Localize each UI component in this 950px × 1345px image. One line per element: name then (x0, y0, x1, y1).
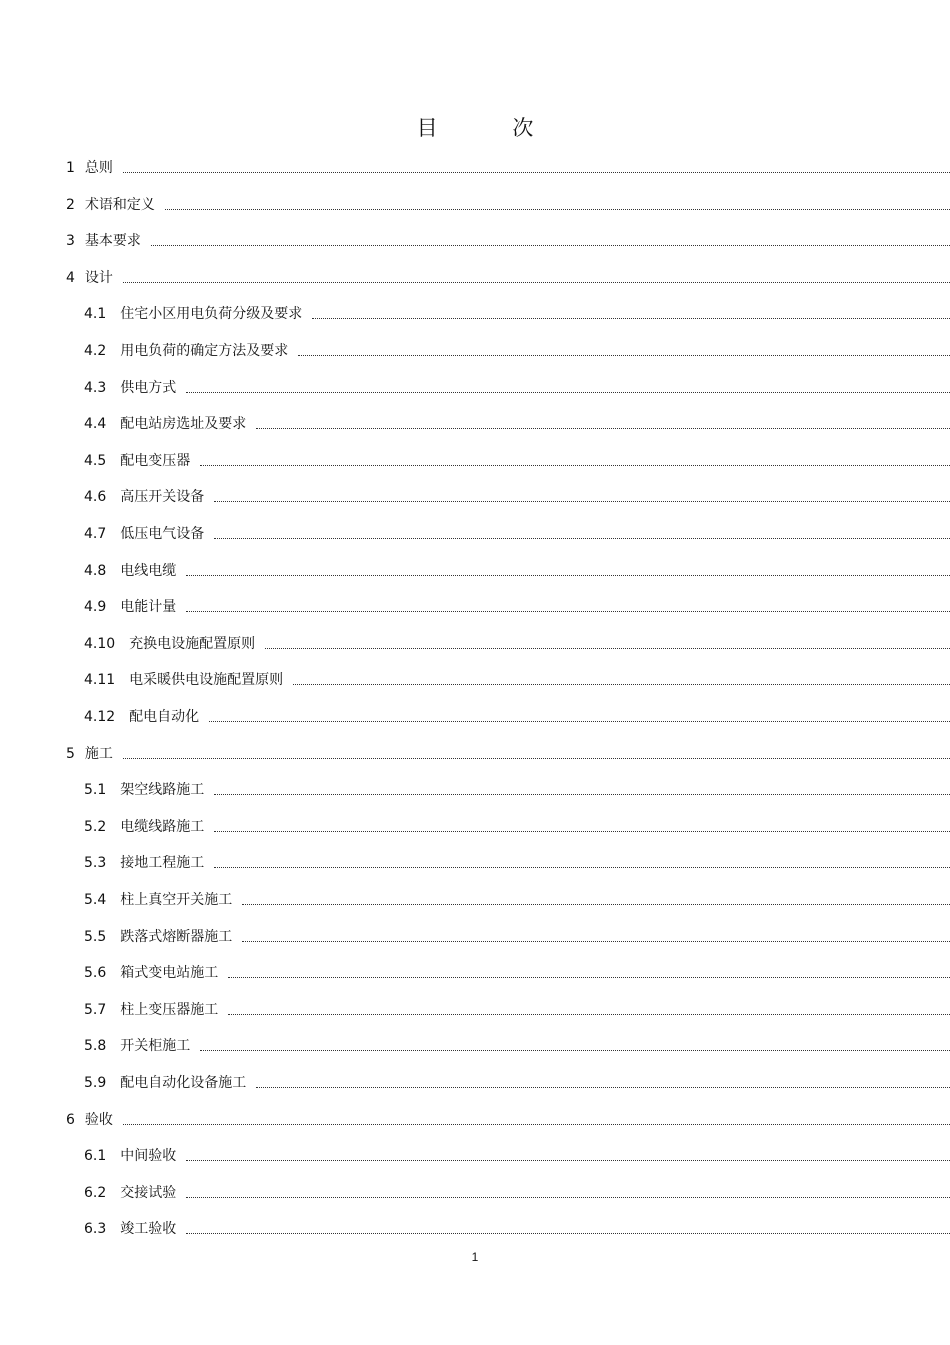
toc-entry-label: 电能计量 (120, 599, 177, 616)
toc-dot-leader (312, 307, 950, 321)
toc-dot-leader (256, 1076, 950, 1090)
toc-entry-number: 4 (66, 269, 75, 286)
toc-entry-number: 6.3 (84, 1221, 107, 1238)
toc-entry-number: 4.11 (84, 672, 116, 689)
toc-entry-label: 配电变压器 (120, 452, 191, 469)
toc-dot-leader (123, 161, 950, 175)
toc-entry-label: 基本要求 (84, 233, 141, 250)
toc-entry[interactable] (0, 851, 950, 875)
toc-entry-label: 用电负荷的确定方法及要求 (120, 343, 289, 359)
toc-entry-number: 5.1 (84, 782, 107, 799)
toc-entry[interactable] (0, 998, 950, 1022)
toc-entry-number: 5.7 (84, 1001, 107, 1018)
toc-entry-number: 6 (66, 1111, 75, 1128)
toc-dot-leader (165, 198, 950, 212)
toc-entry-number: 6.1 (84, 1148, 107, 1165)
toc-entry-label: 施工 (84, 745, 113, 762)
toc-entry-label: 开关柜施工 (120, 1038, 191, 1055)
toc-dot-leader (214, 856, 950, 870)
toc-entry[interactable] (0, 229, 950, 253)
toc-entry-label: 高压开关设备 (120, 489, 205, 506)
toc-entry[interactable] (0, 1217, 950, 1241)
toc-entry[interactable] (0, 815, 950, 839)
toc-entry[interactable] (0, 1071, 950, 1095)
toc-dot-leader (298, 344, 950, 358)
toc-entry-label: 架空线路施工 (120, 782, 205, 799)
toc-entry-label: 柱上变压器施工 (120, 1001, 219, 1018)
toc-entry[interactable] (0, 1034, 950, 1058)
toc-entry-number: 1 (66, 160, 75, 176)
toc-dot-leader (214, 490, 950, 504)
toc-entry-number: 2 (66, 196, 75, 213)
toc-entry[interactable] (0, 559, 950, 583)
toc-entry-number: 5 (66, 745, 75, 762)
toc-entry[interactable] (0, 1144, 950, 1168)
toc-entry-number: 4.5 (84, 452, 107, 469)
toc-entry[interactable] (0, 668, 950, 692)
toc-entry[interactable] (0, 595, 950, 619)
toc-entry[interactable] (0, 302, 950, 326)
toc-entry[interactable] (0, 522, 950, 546)
toc-entry-number: 6.2 (84, 1184, 107, 1201)
toc-entry[interactable] (0, 888, 950, 912)
toc-entry-label: 竣工验收 (120, 1221, 177, 1238)
toc-entry[interactable] (0, 632, 950, 656)
toc-entry-number: 4.8 (84, 562, 107, 579)
toc-entry-number: 5.9 (84, 1075, 107, 1091)
toc-entry-label: 柱上真空开关施工 (120, 892, 233, 908)
toc-dot-leader (186, 564, 950, 578)
toc-entry[interactable] (0, 925, 950, 949)
toc-entry-label: 跌落式熔断器施工 (120, 928, 233, 945)
toc-dot-leader (242, 930, 950, 944)
toc-entry[interactable] (0, 1181, 950, 1205)
toc-entry-number: 5.3 (84, 855, 107, 872)
toc-dot-leader (265, 637, 950, 651)
toc-dot-leader (214, 783, 950, 797)
toc-entry[interactable] (0, 742, 950, 766)
toc-entry-label: 术语和定义 (84, 196, 155, 213)
toc-dot-leader (200, 454, 950, 468)
toc-entry-label: 供电方式 (120, 379, 177, 396)
toc-dot-leader (186, 600, 950, 614)
page-number: 1 (471, 1250, 479, 1264)
page-title: 目 次 (416, 116, 568, 140)
toc-entry-label: 电采暖供电设施配置原则 (129, 672, 284, 689)
toc-dot-leader (209, 710, 950, 724)
toc-entry-number: 5.2 (84, 818, 107, 835)
toc-entry-label: 配电自动化 (129, 709, 200, 725)
toc-entry-label: 电缆线路施工 (120, 818, 205, 835)
toc-entry[interactable] (0, 705, 950, 729)
toc-entry-label: 低压电气设备 (120, 526, 205, 542)
toc-entry-number: 5.4 (84, 892, 107, 908)
toc-dot-leader (186, 1186, 950, 1200)
toc-entry[interactable] (0, 339, 950, 363)
toc-entry-label: 充换电设施配置原则 (129, 635, 256, 652)
toc-entry-label: 住宅小区用电负荷分级及要求 (120, 306, 303, 323)
toc-dot-leader (200, 1039, 950, 1053)
toc-entry[interactable] (0, 449, 950, 473)
toc-entry-label: 中间验收 (120, 1148, 177, 1165)
toc-entry-number: 5.6 (84, 965, 107, 982)
toc-dot-leader (293, 673, 950, 687)
toc-entry[interactable] (0, 193, 950, 217)
toc-entry-number: 4.12 (84, 709, 116, 725)
toc-entry-label: 接地工程施工 (120, 855, 205, 872)
toc-entry-number: 4.3 (84, 379, 107, 396)
toc-entry-label: 设计 (84, 269, 113, 286)
toc-dot-leader (123, 271, 950, 285)
toc-entry-number: 4.2 (84, 343, 107, 359)
toc-entry-number: 3 (66, 233, 75, 250)
toc-entry-label: 电线电缆 (120, 562, 177, 579)
toc-entry[interactable] (0, 485, 950, 509)
toc-entry[interactable] (0, 412, 950, 436)
toc-dot-leader (186, 1149, 950, 1163)
toc-dot-leader (186, 381, 950, 395)
toc-entry-number: 4.10 (84, 635, 116, 652)
toc-dot-leader (242, 893, 950, 907)
toc-entry[interactable] (0, 778, 950, 802)
toc-dot-leader (123, 1113, 950, 1127)
toc-entry-label: 箱式变电站施工 (120, 965, 219, 982)
toc-dot-leader (186, 1222, 950, 1236)
toc-entry[interactable] (0, 376, 950, 400)
toc-dot-leader (256, 417, 950, 431)
toc-entry-number: 4.9 (84, 599, 107, 616)
toc-dot-leader (123, 747, 950, 761)
toc-entry-number: 4.4 (84, 416, 107, 433)
toc-entry-label: 验收 (84, 1111, 113, 1128)
toc-entry-number: 4.7 (84, 526, 107, 542)
toc-entry-number: 5.8 (84, 1038, 107, 1055)
toc-entry[interactable] (0, 1108, 950, 1132)
toc-entry-number: 4.1 (84, 306, 107, 323)
toc-dot-leader (214, 820, 950, 834)
toc-entry[interactable] (0, 156, 950, 180)
toc-entry-label: 配电自动化设备施工 (120, 1075, 247, 1091)
toc-dot-leader (151, 234, 950, 248)
toc-entry-number: 5.5 (84, 928, 107, 945)
toc-entry-label: 总则 (84, 160, 113, 176)
toc-entry-label: 配电站房选址及要求 (120, 416, 247, 433)
toc-entry-label: 交接试验 (120, 1184, 177, 1201)
toc-dot-leader (228, 966, 950, 980)
toc-dot-leader (214, 527, 950, 541)
toc-entry[interactable] (0, 266, 950, 290)
toc-dot-leader (228, 1003, 950, 1017)
toc-entry-number: 4.6 (84, 489, 107, 506)
toc-entry[interactable] (0, 961, 950, 985)
